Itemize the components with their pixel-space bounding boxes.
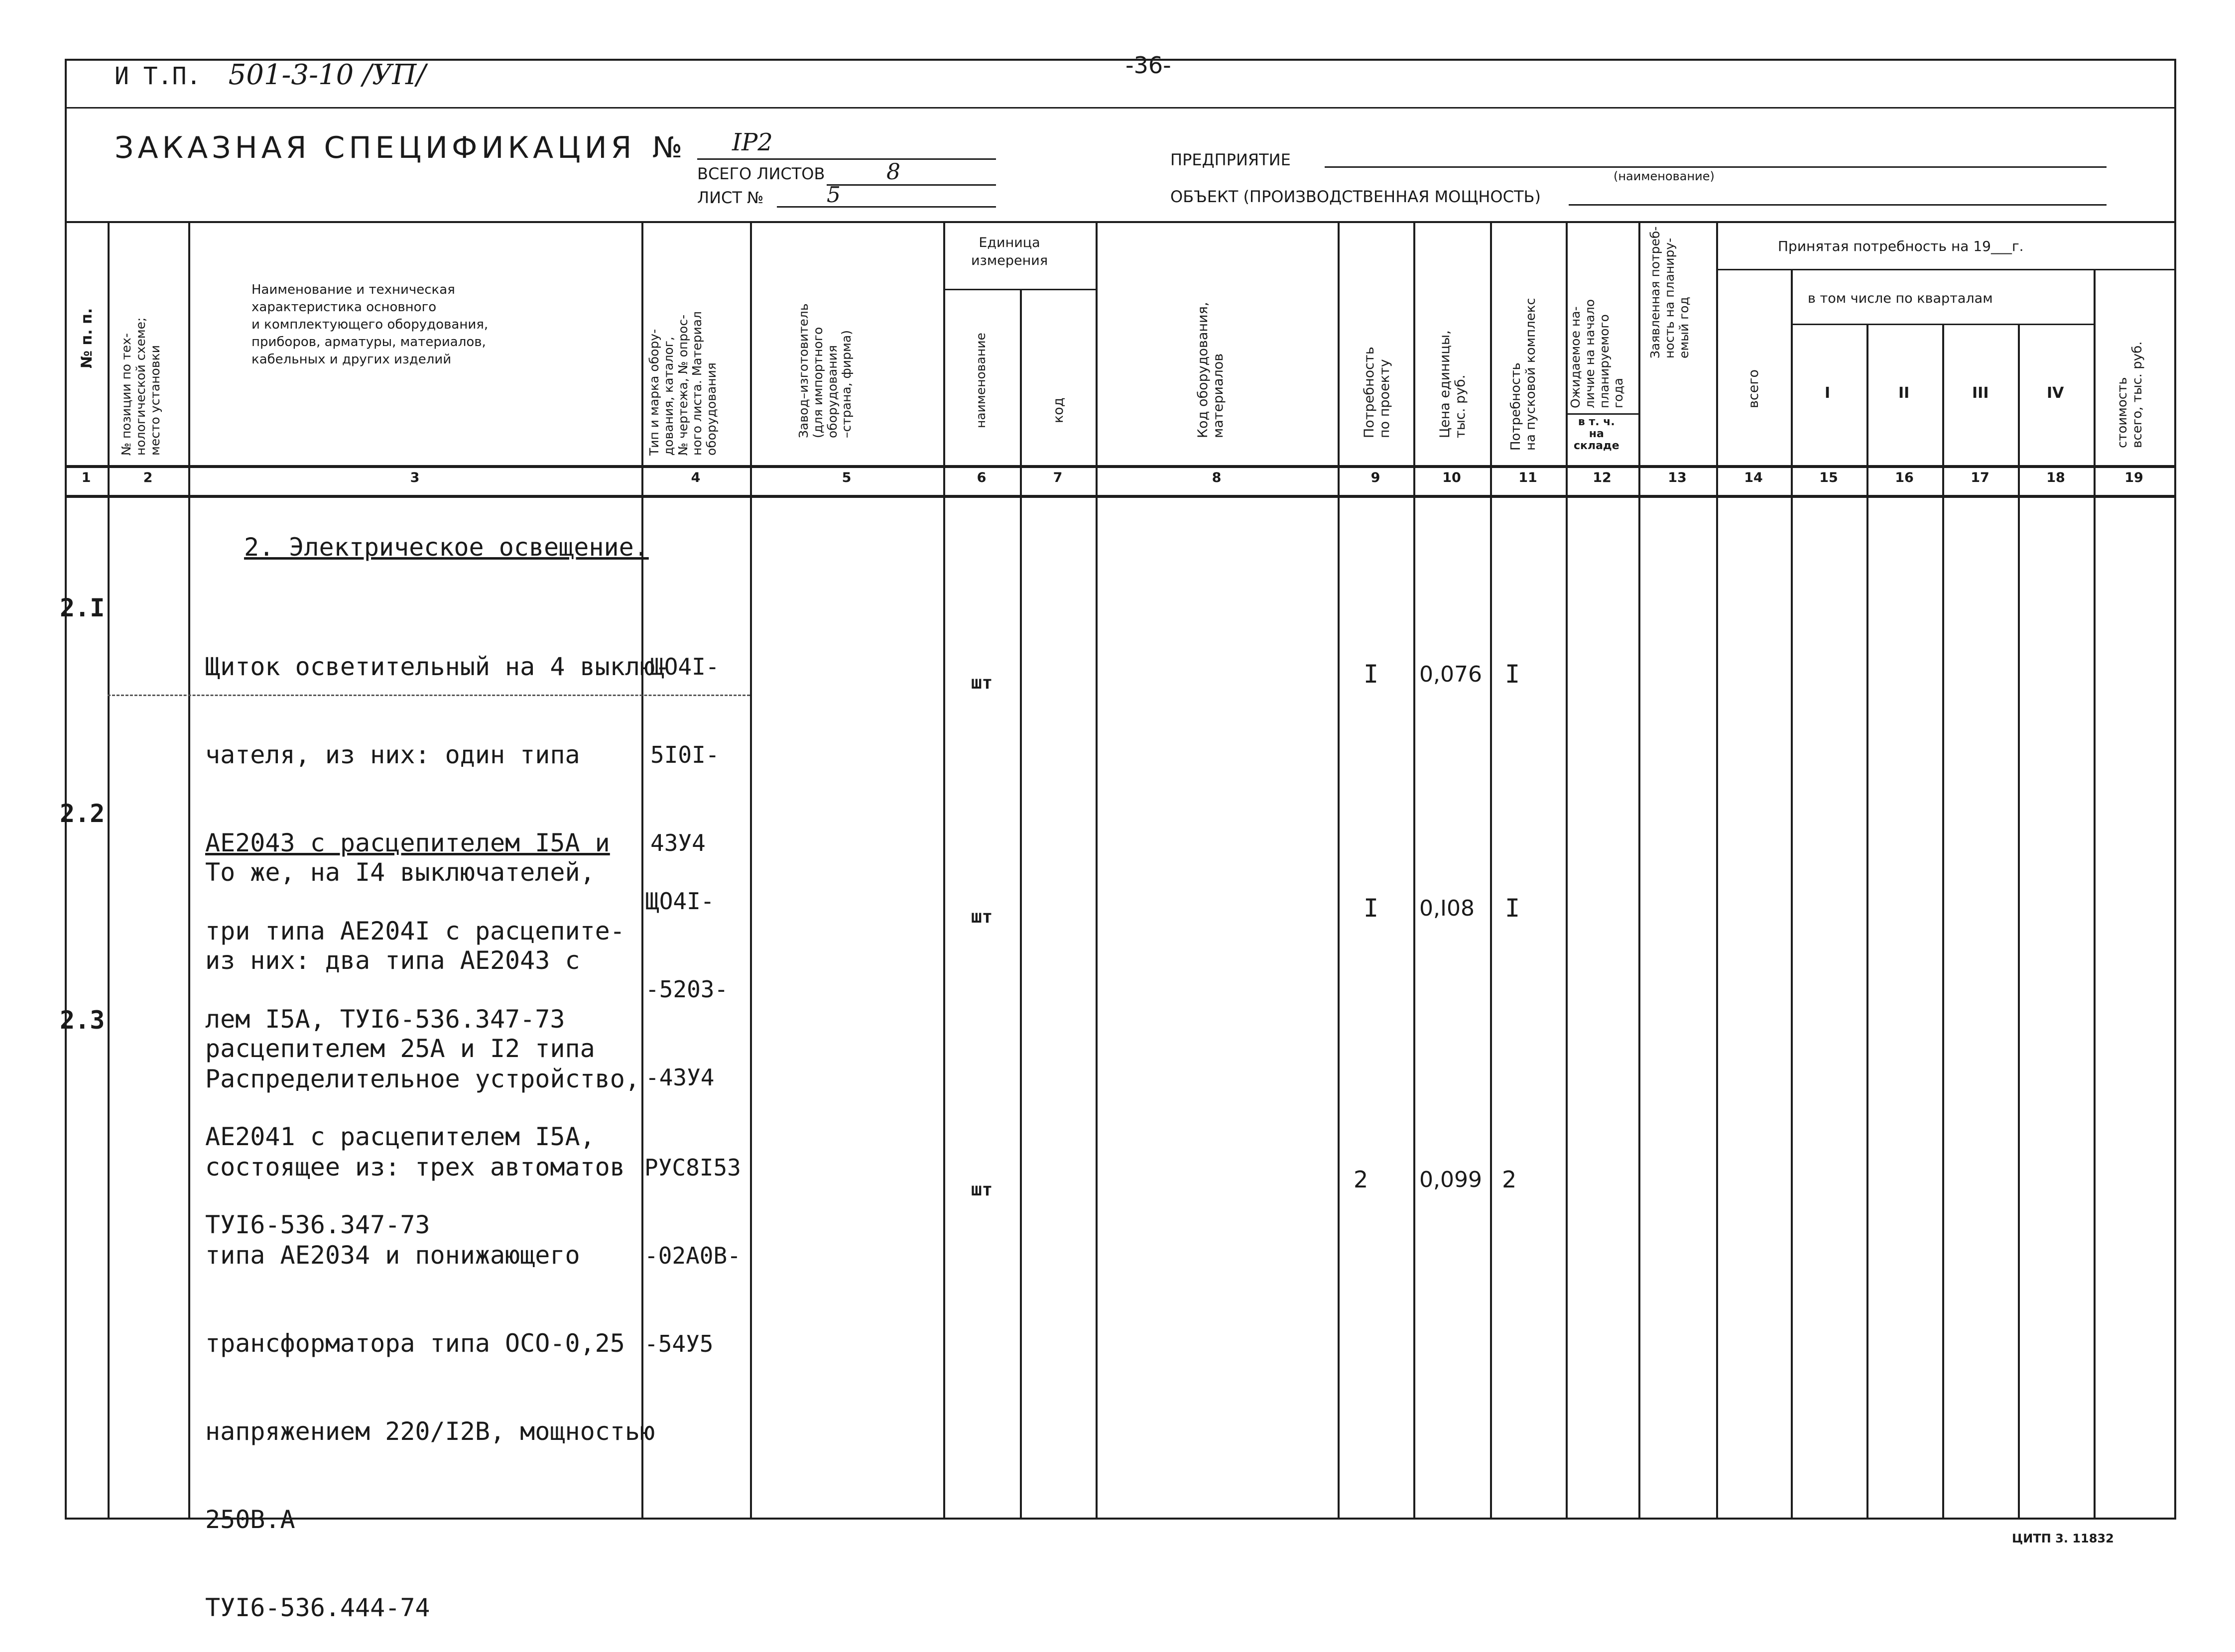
enterprise-label: ПРЕДПРИЯТИЕ xyxy=(1170,150,1291,169)
row-need: I xyxy=(1364,660,1379,689)
column-number: 1 xyxy=(81,470,91,485)
header-expected-stock: Ожидаемое на- личие на начало планируемого года xyxy=(1568,299,1626,408)
column-number: 14 xyxy=(1744,470,1763,485)
column-number: 15 xyxy=(1819,470,1838,485)
frame-right xyxy=(2174,59,2176,1519)
row-description xyxy=(205,1006,655,1652)
description-line: лем I5А, ТУI6-536.347-73 xyxy=(205,1005,565,1034)
column-number: 7 xyxy=(1053,470,1063,485)
description-line: АЕ2041 с расцепителем I5А, xyxy=(205,1122,595,1151)
col-line xyxy=(1716,221,1718,1518)
ref-divider xyxy=(65,107,2176,109)
name-hint: (наименование) xyxy=(1614,169,1715,183)
description-line: состоящее из: трех автоматов xyxy=(205,1153,625,1181)
row-unit: шт xyxy=(971,907,993,927)
section-title: 2. Электрическое освещение. xyxy=(244,533,649,562)
row-need: I xyxy=(1364,894,1379,923)
col-line xyxy=(1866,324,1868,1518)
description-line: чателя, из них: один типа xyxy=(205,740,580,769)
header-unit-price: Цена единицы, тыс. руб. xyxy=(1437,330,1469,438)
row-launch: I xyxy=(1505,894,1520,923)
description-line: три типа АЕ204I с расцепите- xyxy=(205,917,625,945)
header-project-need: Потребность по проекту xyxy=(1362,347,1393,438)
header-in-stock: в т. ч. на складе xyxy=(1574,416,1619,453)
col-line xyxy=(2018,324,2020,1518)
header-row-number: № п. п. xyxy=(78,308,96,368)
header-bottom xyxy=(65,465,2176,468)
column-number: 11 xyxy=(1518,470,1537,485)
header-type-mark: Тип и марка обору- дования, каталог, № чертежа, № опрос- ного листа. Материал оборудования xyxy=(647,311,719,456)
description-line: 250В.А xyxy=(205,1505,295,1534)
col-line xyxy=(188,221,190,1518)
total-sheets-underline xyxy=(827,184,996,186)
row-unit: шт xyxy=(971,1180,993,1200)
column-number: 10 xyxy=(1442,470,1461,485)
ref-code: 501-3-10 /УП/ xyxy=(228,59,426,91)
type-mark-line: -5203- xyxy=(645,976,729,1003)
row-divider xyxy=(108,695,750,696)
description-line: АЕ2043 с расцепителем I5А и xyxy=(205,828,610,857)
header-quarters: в том числе по кварталам xyxy=(1808,291,1993,306)
column-number: 17 xyxy=(1971,470,1989,485)
type-mark-line: РУС8I53 xyxy=(644,1154,741,1181)
header-unit: Единица измерения xyxy=(971,235,1048,269)
total-sheets-label: ВСЕГО ЛИСТОВ xyxy=(697,164,825,183)
header-cost: стоимость всего, тыс. руб. xyxy=(2115,341,2145,448)
header-equipment-code: Код оборудования, материалов xyxy=(1195,302,1227,438)
footer-stamp: ЦИТП 3. 11832 xyxy=(2012,1532,2114,1545)
row-number: 2.2 xyxy=(60,799,105,828)
document-reference xyxy=(115,59,426,91)
description-line: типа АЕ2034 и понижающего xyxy=(205,1241,580,1270)
row-launch: I xyxy=(1505,660,1520,689)
sheet-value: 5 xyxy=(827,182,841,208)
page-number: -36- xyxy=(1125,52,1171,79)
row-need: 2 xyxy=(1354,1166,1368,1193)
header-q3: III xyxy=(1972,384,1989,402)
column-number: 13 xyxy=(1668,470,1687,485)
column-number: 12 xyxy=(1593,470,1612,485)
description-line: напряжением 220/I2В, мощностью xyxy=(205,1417,655,1446)
header-accepted-need: Принятая потребность на 19___г. xyxy=(1778,238,2024,254)
type-mark-line: -02А0В- xyxy=(644,1242,741,1269)
row-price: 0,076 xyxy=(1419,662,1482,687)
col-line xyxy=(1791,269,1793,1518)
col-line xyxy=(750,221,752,1518)
header-unit-name: наименование xyxy=(974,333,988,428)
column-number: 19 xyxy=(2124,470,2143,485)
object-underline xyxy=(1569,204,2107,206)
quarters-split xyxy=(1791,324,2094,325)
column-number: 9 xyxy=(1370,470,1380,485)
row-price: 0,099 xyxy=(1419,1167,1482,1192)
row-number: 2.I xyxy=(60,593,105,622)
frame-left xyxy=(65,59,67,1519)
accepted-split xyxy=(1716,269,2174,270)
col-line xyxy=(108,221,110,1518)
column-number: 2 xyxy=(143,470,153,485)
row-type-mark xyxy=(645,828,728,1122)
description-line: трансформатора типа ОСО-0,25 xyxy=(205,1329,625,1358)
spec-number-label: № xyxy=(652,130,683,164)
header-q4: IV xyxy=(2047,384,2064,402)
row-unit: шт xyxy=(971,673,993,693)
header-launch-need: Потребность на пусковой комплекс xyxy=(1508,298,1538,451)
description-line: То же, на I4 выключателей, xyxy=(205,858,595,887)
header-declared-need: Заявленная потреб- ность на планиру- емый год xyxy=(1648,226,1691,358)
type-mark-line: -43У4 xyxy=(645,1064,715,1091)
header-total: всего xyxy=(1746,369,1761,408)
col-line xyxy=(1413,221,1415,1518)
column-number: 5 xyxy=(842,470,852,485)
col-line xyxy=(1096,221,1098,1518)
column-number: 6 xyxy=(977,470,987,485)
description-line: из них: два типа АЕ2043 с xyxy=(205,946,580,975)
description-line: Распределительное устройство, xyxy=(205,1064,640,1093)
header-position: № позиции по тех- нологической схеме; место установки xyxy=(119,317,162,456)
header-unit-code: код xyxy=(1051,397,1066,423)
ref-prefix: И Т.П. xyxy=(115,62,201,90)
type-mark-line: 5I0I- xyxy=(650,741,720,768)
column-number: 18 xyxy=(2046,470,2065,485)
frame-top xyxy=(65,59,2176,61)
description-line: расцепителем 25А и I2 типа xyxy=(205,1034,595,1063)
row-type-mark xyxy=(644,1094,741,1388)
colnum-bottom xyxy=(65,495,2176,498)
row-launch: 2 xyxy=(1502,1166,1517,1193)
sheet-label: ЛИСТ № xyxy=(697,188,764,207)
unit-split xyxy=(943,289,1096,290)
stock-split xyxy=(1566,413,1638,415)
header-description: Наименование и техническая характеристика основного и комплектующего оборудования, приборов, арматуры, материалов, кабельных и других изделий xyxy=(251,282,489,367)
type-mark-line: ЩО4I- xyxy=(650,653,720,680)
header-q1: I xyxy=(1825,384,1831,402)
col-line xyxy=(1638,221,1640,1518)
total-sheets-value: 8 xyxy=(886,159,900,185)
enterprise-underline xyxy=(1325,166,2107,168)
type-mark-line: ЩО4I- xyxy=(645,888,715,915)
object-label: ОБЪЕКТ (ПРОИЗВОДСТВЕННАЯ МОЩНОСТЬ) xyxy=(1170,187,1541,206)
col-line xyxy=(1942,324,1944,1518)
col-line xyxy=(1566,221,1568,1518)
col-line xyxy=(1490,221,1492,1518)
spec-number-underline xyxy=(697,158,996,160)
header-q2: II xyxy=(1898,384,1910,402)
column-number: 16 xyxy=(1895,470,1914,485)
column-number: 3 xyxy=(410,470,420,485)
type-mark-line: -54У5 xyxy=(644,1330,714,1357)
col-line xyxy=(1338,221,1340,1518)
type-mark-line: 43У4 xyxy=(650,829,706,856)
header-manufacturer: Завод–изготовитель (для импортного оборудования –страна, фирма) xyxy=(796,303,854,438)
row-number: 2.3 xyxy=(60,1006,105,1035)
col-line xyxy=(2094,269,2096,1518)
row-price: 0,I08 xyxy=(1419,896,1475,921)
sheet-underline xyxy=(777,206,996,208)
description-line: ТУI6-536.444-74 xyxy=(205,1593,430,1622)
column-number: 8 xyxy=(1212,470,1222,485)
col-line xyxy=(943,221,945,1518)
form-title: ЗАКАЗНАЯ СПЕЦИФИКАЦИЯ xyxy=(115,130,636,165)
spec-number-value: IР2 xyxy=(732,128,773,156)
description-line: ТУI6-536.347-73 xyxy=(205,1210,430,1239)
description-line: Щиток осветительный на 4 выклю- xyxy=(205,652,670,681)
table-top xyxy=(65,221,2176,223)
column-number: 4 xyxy=(691,470,701,485)
